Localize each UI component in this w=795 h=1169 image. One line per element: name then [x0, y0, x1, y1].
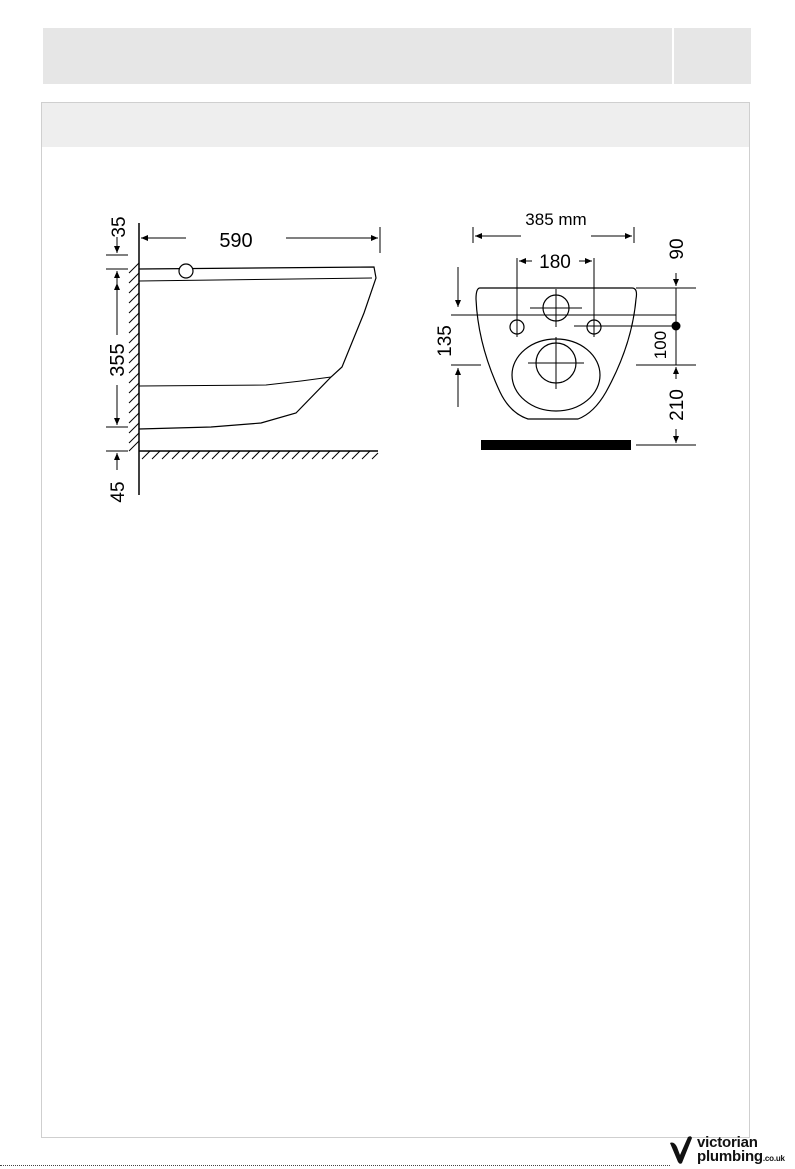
dim-bottom-label: 45 — [108, 481, 129, 503]
dim-outlet-to-floor-label: 210 — [667, 389, 688, 421]
seat-line — [139, 278, 372, 281]
floor-hatching — [142, 451, 378, 459]
technical-drawing — [96, 195, 702, 517]
brand-name-line2 — [697, 1148, 785, 1165]
floor-base-bar — [481, 440, 631, 450]
front-view — [435, 210, 696, 450]
brand-logo — [668, 1131, 788, 1169]
dim-top-label: 35 — [109, 216, 130, 238]
dim-top-to-holes-label: 90 — [667, 238, 688, 260]
checkmark-logo-icon — [668, 1135, 694, 1165]
header-divider — [672, 28, 674, 84]
dim-depth-label: 590 — [219, 230, 253, 252]
reference-dot — [672, 322, 681, 331]
dim-height-label: 355 — [107, 343, 129, 377]
bottom-dotted-rule — [0, 1165, 670, 1168]
dim-fixing-centres-label: 180 — [539, 252, 571, 273]
dim-width-label: 385 mm — [525, 210, 587, 229]
wall-hatching — [129, 263, 139, 451]
dim-vertical-spacing-label: 135 — [435, 325, 456, 357]
flush-button-circle — [179, 264, 193, 278]
toilet-profile — [139, 267, 376, 429]
brand-tld: .co.uk — [762, 1154, 785, 1163]
header-bar — [43, 28, 751, 84]
panel-header — [42, 103, 749, 147]
side-view — [106, 216, 380, 502]
brand-name-line2-text: plumbing — [697, 1148, 763, 1165]
brand-name-line1: victorian — [697, 1134, 758, 1151]
bowl-line — [139, 377, 331, 386]
dimension-drawing-svg — [96, 195, 702, 517]
dim-holes-to-outlet-label: 100 — [651, 330, 670, 360]
